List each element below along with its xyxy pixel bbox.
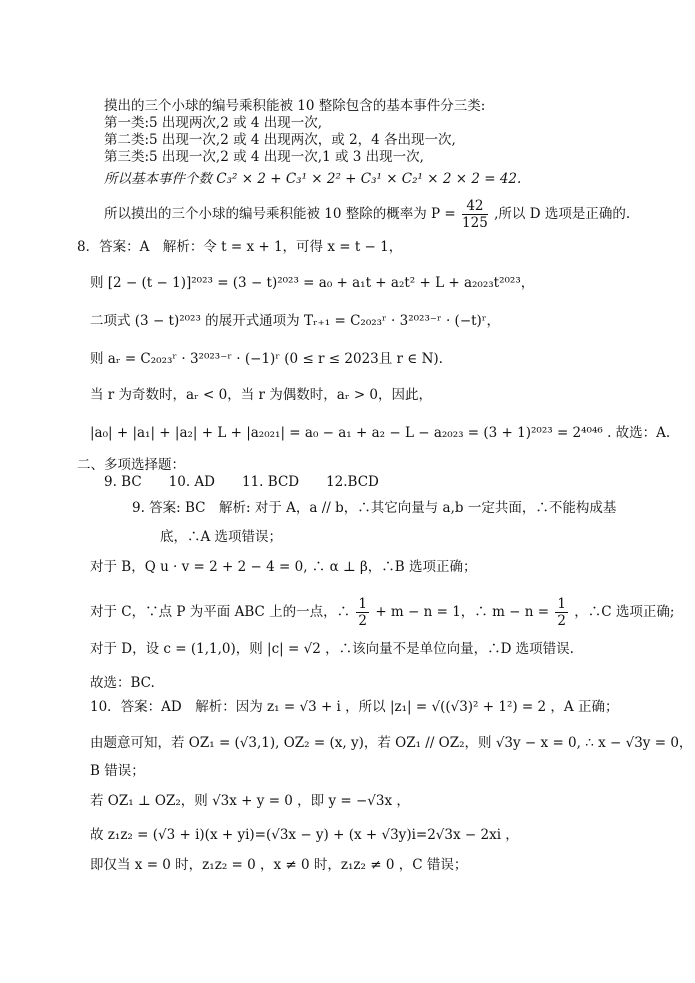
q8-line2: 则 [2 − (t − 1)]²⁰²³ = (3 − t)²⁰²³ = a₀ + a₁t + a₂t² + L + a₂₀₂₃t²⁰²³， [90, 275, 535, 291]
q9-line6: 故选：BC. [90, 675, 155, 691]
q8-line3: 二项式 (3 − t)²⁰²³ 的展开式通项为 Tᵣ₊₁ = C₂₀₂₃ʳ · 3²⁰²³⁻ʳ · (−t)ʳ， [90, 313, 501, 329]
fraction-denominator: 2 [557, 613, 566, 629]
p1-line5: 所以基本事件个数 C₃² × 2 + C₃¹ × 2² + C₃¹ × C₂¹ × 2 × 2 = 42. [104, 171, 522, 187]
q9-line1: 9. 答案: BC 解析: 对于 A，a // b，∴其它向量与 a,b 一定共面，∴不能构成基 [132, 500, 617, 516]
fraction-numerator: 42 [462, 198, 488, 215]
fraction-denominator: 125 [462, 215, 488, 231]
p1-line4: 第三类:5 出现一次,2 或 4 出现一次,1 或 3 出现一次, [104, 149, 424, 165]
q10-line1: 10．答案：AD 解析：因为 z₁ = √3 + i ，所以 |z₁| = √((√3)² + 1²) = 2 ，A 正确； [90, 699, 619, 715]
q9-line5: 对于 D，设 c = (1,1,0)，则 |c| = √2 ，∴该向量不是单位向量，∴D 选项错误. [90, 641, 574, 657]
q10-line5: 故 z₁z₂ = (√3 + i)(x + yi)=(√3x − y) + (x + √3y)i=2√3x − 2xi ， [90, 827, 519, 843]
q10-line3: B 错误； [90, 763, 145, 779]
p1-line6-text-a: 所以摸出的三个小球的编号乘积能被 10 整除的概率为 P = [104, 206, 456, 222]
q8-line6: |a₀| + |a₁| + |a₂| + L + |a₂₀₂₁| = a₀ − a₁ + a₂ − L − a₂₀₂₃ = (3 + 1)²⁰²³ = 2⁴⁰⁴⁶ . 故选：A. [90, 425, 671, 441]
q9-line2: 底，∴A 选项错误； [160, 529, 283, 545]
q9-line3: 对于 B，Q u · v = 2 + 2 − 4 = 0, ∴ α ⊥ β，∴B 选项正确； [90, 559, 477, 575]
probability-fraction [462, 198, 488, 231]
q9-line4-text-b: + m − n = 1，∴ m − n = [375, 604, 550, 620]
p1-line6 [104, 198, 630, 231]
q8-line1: 8．答案：A 解析：令 t = x + 1，可得 x = t − 1， [77, 239, 403, 255]
fraction-one-half-b [555, 596, 568, 629]
section-2-answers: 9. BC 10. AD 11. BCD 12.BCD [104, 474, 379, 490]
p1-line1: 摸出的三个小球的编号乘积能被 10 整除包含的基本事件分三类: [104, 98, 486, 114]
q8-line5: 当 r 为奇数时，aᵣ < 0，当 r 为偶数时，aᵣ > 0，因此， [90, 387, 433, 403]
q8-line4: 则 aᵣ = C₂₀₂₃ʳ · 3²⁰²³⁻ʳ · (−1)ʳ (0 ≤ r ≤ 2023且 r ∈ N). [90, 351, 443, 367]
q9-line4-text-c: ，∴C 选项正确; [574, 604, 675, 620]
q9-line4 [90, 596, 674, 629]
p1-line6-text-b: ,所以 D 选项是正确的. [494, 206, 631, 222]
q10-line6: 即仅当 x = 0 时，z₁z₂ = 0 ，x ≠ 0 时，z₁z₂ ≠ 0 ，C 错误； [90, 857, 468, 873]
q9-line4-text-a: 对于 C，∵点 P 为平面 ABC 上的一点，∴ [90, 604, 351, 620]
fraction-numerator: 1 [557, 596, 566, 612]
section-2-title: 二、多项选择题： [77, 457, 185, 473]
q10-line2: 由题意可知，若 OZ₁ = (√3,1), OZ₂ = (x, y)，若 OZ₁ // OZ₂，则 √3y − x = 0, ∴ x − √3y = 0， [90, 735, 693, 751]
fraction-denominator: 2 [358, 613, 368, 629]
q10-line4: 若 OZ₁ ⊥ OZ₂，则 √3x + y = 0 ，即 y = −√3x ， [90, 793, 410, 809]
p1-line2: 第一类:5 出现两次,2 或 4 出现一次, [104, 115, 323, 131]
fraction-numerator: 1 [358, 596, 368, 612]
p1-line3: 第二类:5 出现一次,2 或 4 出现两次，或 2，4 各出现一次, [104, 132, 456, 148]
fraction-one-half-a [356, 596, 369, 629]
